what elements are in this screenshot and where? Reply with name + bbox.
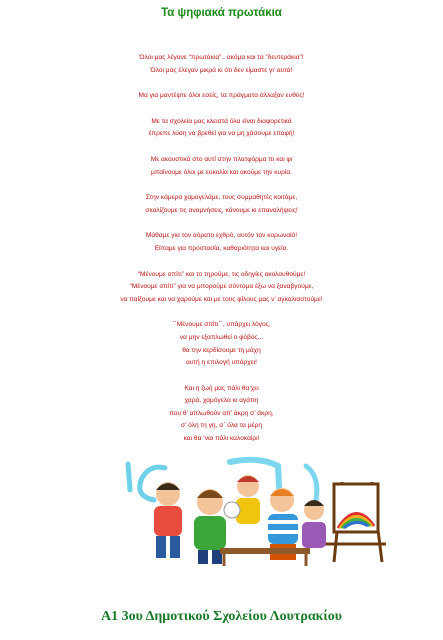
- children-classroom-illustration: [120, 456, 390, 568]
- poem-line: Και η ζωή μας πάλι θα’χει: [184, 384, 259, 392]
- stanza: [0, 230, 443, 255]
- poem-line: να παίξουμε και να χαρούμε και με τους φίλους μας ν’ αγκαλιαστούμε!: [120, 295, 323, 303]
- stanza: [0, 383, 443, 446]
- poem-line: να μην εξαπλωθεί ο φόβος...: [179, 333, 264, 341]
- stanza: [0, 269, 443, 307]
- stanza: [0, 154, 443, 179]
- poem-line: Στην κάμερα χαμογελάμε, τους συμμαθητές κοιτάμε,: [145, 194, 298, 202]
- stanza: [0, 52, 443, 77]
- poem-line: σ’ όλη τη γη, σ΄ όλα τα μέρη: [181, 422, 262, 430]
- poem-line: Με τα σχολεία μας κλειστά όλα είναι διαφορετικά: [151, 117, 292, 125]
- poem-line: αυτή η επιλογή υπάρχει!: [186, 359, 257, 367]
- poem-line: που θ’ απλωθούν απ’ άκρη σ’ άκρη,: [169, 409, 274, 417]
- poem: [0, 52, 443, 459]
- illustration-svg: [120, 456, 390, 568]
- poem-line: Μάθαμε για τον αόρατο εχθρό, αυτόν τον κορωναϊό!: [145, 232, 298, 240]
- stanza: [0, 319, 443, 369]
- class-signature: Α1 3ου Δημοτικού Σχολείου Λουτρακίου: [100, 609, 343, 624]
- child-center-icon: [224, 475, 260, 524]
- poem-line: Όλοι μας έλεγαν μικρά κι ότι δεν είμαστε γι’ αυτά!: [150, 66, 293, 74]
- stanza: [0, 116, 443, 141]
- easel-icon: [324, 482, 386, 562]
- poem-line: θα την κερδίσουμε τη μάχη: [182, 346, 261, 354]
- stanza: [0, 192, 443, 217]
- child-left-icon: [154, 482, 182, 558]
- child-right-icon: [302, 500, 326, 548]
- page-title: Τα ψηφιακά πρωτάκια: [161, 7, 282, 19]
- poem-line: έπρεπε λύση να βρεθεί για να μη χάσουμε επαφή!: [148, 130, 295, 138]
- poem-line: “Μένουμε σπίτι” για να μπορούμε σύντομα έξω να ξαναβγούμε,: [129, 283, 314, 291]
- poem-line: Μα για μαντέψτε όλοι εσείς, τα πράγματα άλλαξαν ευθύς!: [138, 92, 305, 100]
- poem-line: “Μένουμε σπίτι” και το τηρούμε, τις οδηγίες ακολουθούμε!: [137, 270, 306, 278]
- poem-line: Είπαμε για προστασία, καθαριότητα και υγεία.: [154, 244, 289, 252]
- poem-line: Όλοι μας λέγανε “πρωτάκια”.. ακόμα και τα “δευτεράκια”!: [139, 54, 304, 61]
- poem-line: Με ακουστικά στο αυτί στην πλατφόρμα πι και φι: [150, 155, 293, 163]
- poem-line: ΄΄Μένουμε σπίτι΄΄, υπάρχει λόγος,: [172, 321, 271, 329]
- poem-line: μπαίνουμε όλοι με ευκολία και ακούμε την κυρία.: [150, 168, 292, 176]
- poem-line: και θα ‘ναι πάλι καλοκαίρι!: [183, 435, 260, 443]
- stanza: [0, 90, 443, 103]
- poem-line: σκαλίζουμε τις αναμνήσεις, κάνουμε κι επαναλήψεις!: [145, 206, 298, 214]
- poem-line: χαρά, χαμόγελα κι αγάπη: [184, 397, 259, 405]
